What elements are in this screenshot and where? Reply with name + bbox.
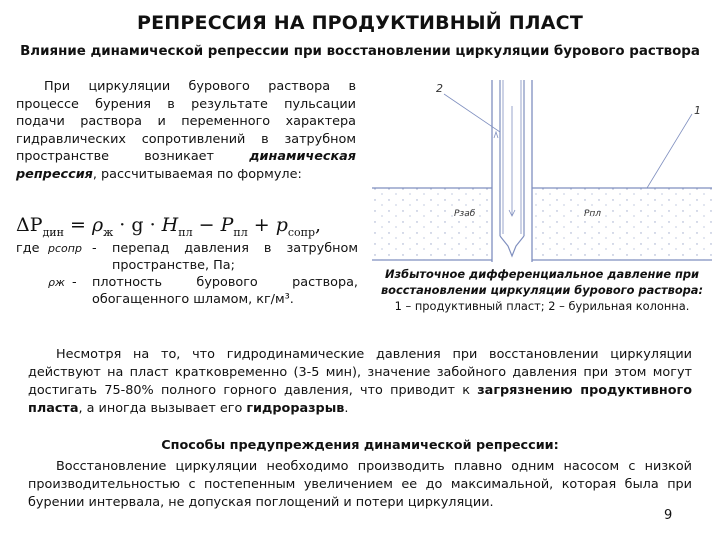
formula-delta-p-sub: дин: [42, 225, 64, 239]
dynamic-repression-formula: [16, 214, 361, 239]
intro-paragraph: [16, 78, 356, 183]
paragraph-text: Несмотря на то, что гидродинамические давления при восстановлении циркуляции действуют на пласт кратковременно (3-5 мин), значение забойного давления при этом могут достигать 75-80% полного горного давления, что приводит к: [28, 347, 692, 398]
definition-text: плотность бурового раствора, обогащенного шламом, кг/м³.: [92, 275, 358, 307]
main-paragraph: [28, 346, 692, 418]
definition-row: [16, 274, 358, 308]
page-number: 9: [664, 508, 673, 523]
label-formation-pressure: Pпл: [584, 209, 602, 219]
definition-symbol: pсопр: [48, 242, 82, 255]
formula-pc: p: [275, 214, 288, 236]
definition-symbol: ρж: [48, 276, 65, 289]
definition-text: перепад давления в затрубном пространстве, Па;: [112, 241, 358, 273]
definition-dash: -: [72, 275, 77, 290]
paragraph-mid: , а иногда вызывает его: [78, 401, 247, 416]
formula-minus: −: [192, 214, 221, 236]
intro-text: При циркуляции бурового раствора в процессе бурения в результате пульсации подачи раствора и переменного характера гидравлических сопротивлений в затрубном пространстве возникает: [16, 79, 356, 164]
formula-rho: ρ: [91, 214, 104, 236]
label-drill-string: 2: [436, 82, 443, 95]
formula-p-sub: пл: [233, 225, 248, 239]
formula-plus: +: [247, 214, 276, 236]
definition-dash: -: [92, 241, 97, 256]
methods-heading: Способы предупреждения динамической репрессии:: [161, 438, 559, 453]
productive-formation-left: [372, 188, 492, 260]
formula-h-sub: пл: [178, 225, 193, 239]
label-bottomhole-pressure: Pзаб: [454, 209, 476, 219]
intro-tail: , рассчитываемая по формуле:: [92, 166, 302, 182]
methods-paragraph: Восстановление циркуляции необходимо производить плавно одним насосом с низкой производительностью с постепенным увеличением ее до максимальной, которая была при бурении интервала, не допуская поглощений и потери циркуляции.: [28, 459, 692, 510]
formula-pc-sub: сопр: [287, 225, 316, 239]
definition-row: [16, 240, 358, 274]
caption-line-3: 1 – продуктивный пласт; 2 – бурильная колонна.: [394, 299, 690, 313]
paragraph-bold-contamination: загрязнению продуктивного пласта: [28, 383, 692, 416]
label-formation: 1: [694, 104, 701, 117]
flow-arrow-up-head: [494, 132, 498, 138]
slide-title: РЕПРЕССИЯ НА ПРОДУКТИВНЫЙ ПЛАСТ: [137, 12, 583, 34]
formula-rho-sub: ж: [103, 225, 114, 239]
drill-bit: [500, 236, 524, 256]
formula-comma: ,: [315, 214, 322, 236]
slide-subtitle: Влияние динамической репрессии при восстановлении циркуляции бурового раствора: [20, 44, 700, 59]
paragraph-bold-fracture: гидроразрыв: [246, 401, 345, 416]
figure-caption: [372, 266, 712, 314]
definition-prefix: [16, 274, 48, 308]
definition-prefix: где: [16, 241, 40, 256]
paragraph-end: .: [344, 401, 349, 416]
formula-definitions: [16, 240, 358, 308]
formula-delta-p: ΔP: [16, 214, 43, 236]
formula-p: P: [220, 214, 234, 236]
formula-eq: =: [63, 214, 92, 236]
formula-mul: · g ·: [113, 214, 162, 236]
caption-line-1: Избыточное дифференциальное давление при: [384, 267, 700, 281]
intro-emphasis: динамическая репрессия: [16, 149, 356, 182]
wellbore-diagram: [372, 76, 712, 266]
leader-line-1: [647, 114, 692, 188]
caption-line-2: восстановлении циркуляции бурового раствора:: [380, 283, 704, 297]
formula-h: H: [161, 214, 179, 236]
productive-formation-right: [532, 188, 712, 260]
